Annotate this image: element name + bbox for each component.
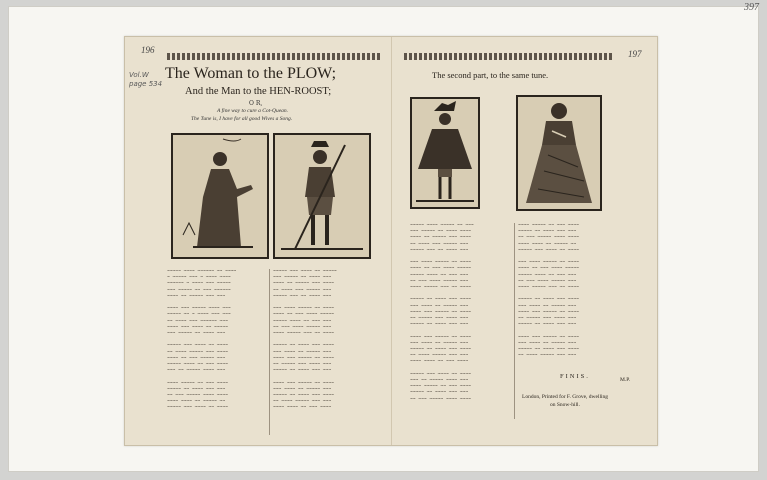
pencil-note: Vol.W page 534 [129,71,163,88]
column-rule [269,269,270,435]
author-initials: M.P. [620,377,631,383]
left-page [125,37,391,445]
verse-column-3: ~~~~~ ~~~~ ~~~~~ ~~ ~~~ ~~~ ~~~~~ ~~ ~~~~ ~~~~ ~~~~ ~~ ~~~~~ ~~~ ~~~~ ~~ ~~~~ ~~~ ~~~~~ ~~~ ~~~~~ ~~~ ~~ ~~~~ ~~~ ~~~ ~~~~ ~~~~~ ~~ ~~~~ ~~~~ ~~ ~~~ ~~~~ ~~~~~ ~~~~~ ~~~~ ~~ ~~~ ~~~ ~~ ~~~ ~~~~ ~~~~~ ~~~ ~~~~ ~~~~~ ~~~ ~~ ~~~~ ~~~~~ ~~ ~~~~ ~~~ ~~~~ ~~~ ~~~~ ~~ ~~~~~ ~~~ ~~~~ ~~~ ~~~~~ ~~ ~~~~ ~~ ~~~~~ ~~~ ~~~~ ~~~ ~~~~~ ~~ ~~~~ ~~~ ~~~ ~~~~ ~~~ ~~~~~ ~~ ~~~~ ~~~ ~~~~ ~~ ~~~~~ ~~~ ~~~~~ ~~ ~~~~ ~~~ ~~~~ ~~ ~~~~ ~~~~~ ~~~ ~~~ ~~~~ ~~~~ ~~ ~~~ ~~~~ ~~~~~ ~~~ ~~~~ ~~ ~~~~ ~~~ ~~ ~~~~~ ~~~~ ~~~ ~~~~ ~~~~~ ~~ ~~~ ~~~~ ~~~~~ ~~ ~~~~ ~~~ ~~~ ~~ ~~~ ~~~~~ ~~~~ ~~~~ [410,223,474,402]
left-page-number: 196 [141,45,155,55]
top-ornament-border [167,53,381,60]
mount-corner-number: 397 [744,2,759,13]
verse-column-1: ~~~~~ ~~~~ ~~~~~~ ~~ ~~~~ ~ ~~~~~ ~~~ ~ ~~~~ ~~~~ ~~~~~~ ~ ~~~~ ~~~ ~~~~~ ~~~ ~~~~~ ~~ ~~~ ~~~~~~ ~~~~ ~~ ~~~~~ ~~~ ~~~ ~~~~ ~~~ ~~~~~ ~~~~ ~~~ ~~~~~ ~~ ~ ~~~~ ~~~ ~~~ ~~ ~~~~ ~~~ ~~~~~~ ~~~ ~~~~ ~~~ ~~~~ ~~ ~~~~~ ~~~ ~~~~~ ~~ ~~~~ ~~~ ~~~~~ ~~~ ~~~~ ~~ ~~~~ ~~ ~~~~ ~~~~~ ~~~ ~~~~ ~~~~ ~~ ~~~ ~~~~~ ~~~ ~~~~~ ~~~~ ~~ ~~~ ~~~~ ~~~ ~~ ~~~~~ ~~~~ ~~~ ~~~~ ~~~~~ ~~ ~~~ ~~~~ ~~~~~ ~~ ~~~~ ~~~ ~~~ ~~ ~~~ ~~~~~ ~~~~ ~~~~ ~~~~ ~~~~ ~~ ~~~~~ ~~ ~~~~~ ~~~ ~~~~ ~~ ~~~~ [167,269,237,411]
finis-mark: FINIS. [560,373,590,380]
verse-column-2: ~~~~~ ~~~ ~~~~ ~~ ~~~~~ ~~~ ~~~~~ ~~ ~~~~ ~~~ ~~~~ ~~ ~~~~~ ~~~ ~~~~ ~~ ~~~~ ~~~ ~~~~~ ~~~ ~~~~~ ~~~ ~~ ~~~~ ~~~ ~~~ ~~~~ ~~~~~ ~~ ~~~~ ~~~~ ~~ ~~~ ~~~~ ~~~~~ ~~~~~ ~~~~ ~~ ~~~ ~~~ ~~ ~~~ ~~~~ ~~~~~ ~~~ ~~~~ ~~~~~ ~~~ ~~ ~~~~ ~~~~~ ~~ ~~~~ ~~~ ~~~~ ~~~ ~~~~ ~~ ~~~~~ ~~~ ~~~~ ~~~ ~~~~~ ~~ ~~~~ ~~ ~~~~~ ~~~ ~~~~ ~~~ ~~~~~ ~~ ~~~~ ~~~ ~~~ ~~~~ ~~~ ~~~~~ ~~ ~~~~ ~~~ ~~~~ ~~ ~~~~~ ~~~ ~~~~~ ~~ ~~~~ ~~~ ~~~~ ~~ ~~~~ ~~~~~ ~~~ ~~~ ~~~~ ~~~~ ~~ ~~~ ~~~~ [273,269,337,411]
gentleman-figure-woodcut [410,97,480,209]
column-rule [514,223,515,419]
or-separator: O R, [249,100,263,107]
right-page [392,37,657,445]
woman-figure-woodcut [171,133,269,259]
tune-line: The Tune is, I have for all good Wives a Song. [191,116,293,122]
right-page-number: 197 [628,49,642,59]
ballad-subtitle: And the Man to the HEN-ROOST; [185,86,332,97]
tagline: A fine way to cure a Cot-Quean. [217,108,289,114]
top-ornament-border [404,53,614,60]
second-part-title: The second part, to the same tune. [432,70,549,80]
broadside-sheet [124,36,658,446]
man-with-staff-woodcut [273,133,371,259]
verse-column-4: ~~~~ ~~~~~ ~~ ~~~ ~~~~ ~~~~~ ~~ ~~~~ ~~~ ~~~ ~~ ~~~ ~~~~~ ~~~~ ~~~~ ~~~~ ~~~~ ~~ ~~~~~ ~~ ~~~~~ ~~~ ~~~~ ~~ ~~~~ ~~~ ~~~~ ~~~~~ ~~ ~~~~ ~~~~ ~~ ~~~ ~~~~ ~~~~~ ~~~~~ ~~~~ ~~ ~~~ ~~~ ~~ ~~~ ~~~~ ~~~~~ ~~~ ~~~~ ~~~~~ ~~~ ~~ ~~~~ ~~~~~ ~~ ~~~~ ~~~ ~~~~ ~~~ ~~~~ ~~ ~~~~~ ~~~ ~~~~ ~~~ ~~~~~ ~~ ~~~~ ~~ ~~~~~ ~~~ ~~~~ ~~~ ~~~~~ ~~ ~~~~ ~~~ ~~~ ~~~~ ~~~ ~~~~~ ~~ ~~~~ ~~~ ~~~~ ~~ ~~~~~ ~~~ ~~~~~ ~~ ~~~~ ~~~ ~~~~ ~~ ~~~~ ~~~~~ ~~~ ~~~ [518,223,579,359]
ballad-title: The Woman to the PLOW; [165,65,337,82]
printer-imprint: London, Printed for F. Grove, dwelling on Snow-hill. [522,394,609,408]
lady-figure-woodcut [516,95,602,211]
